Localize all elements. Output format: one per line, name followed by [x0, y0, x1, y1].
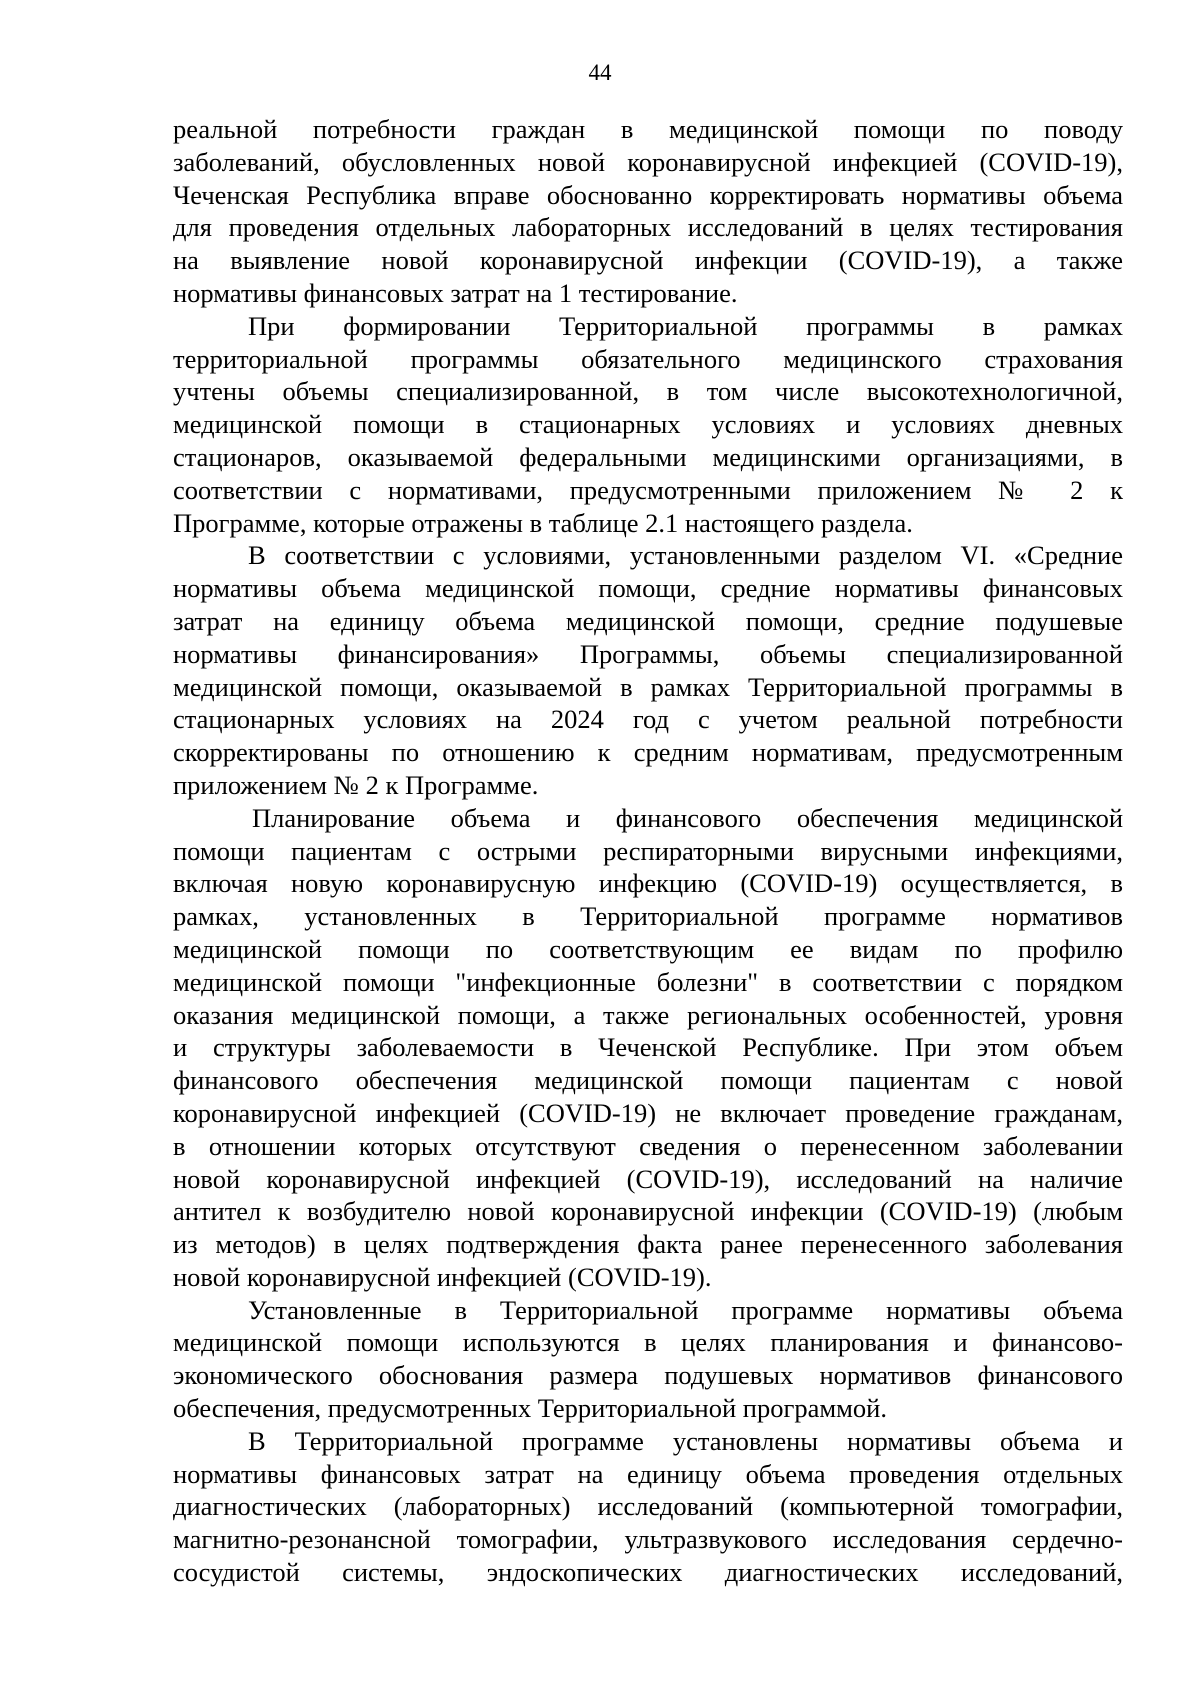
text-line: включая новую коронавирусную инфекцию (COVID-19) осуществляется, в — [173, 868, 1123, 899]
paragraph-covid-testing — [173, 113, 1123, 310]
text-line: Установленные в Территориальной программе нормативы объема — [248, 1294, 1123, 1325]
text-line: Планирование объема и финансового обеспечения медицинской — [252, 802, 1123, 833]
text-line: на выявление новой коронавирусной инфекции (COVID-19), а также — [173, 245, 1123, 276]
page-number: 44 — [588, 60, 612, 85]
text-line: территориальной программы обязательного медицинского страхования — [173, 343, 1123, 374]
document-body — [173, 113, 1123, 1589]
text-line: В Территориальной программе установлены нормативы объема и — [248, 1425, 1123, 1456]
text-line: оказания медицинской помощи, а также региональных особенностей, уровня — [173, 999, 1123, 1030]
paragraph-section-vi — [173, 539, 1123, 801]
text-line: медицинской помощи по соответствующим ее видам по профилю — [173, 933, 1123, 964]
text-line: коронавирусной инфекцией (COVID-19) не включает проведение гражданам, — [173, 1097, 1123, 1128]
text-line: Программе, которые отражены в таблице 2.1 настоящего раздела. — [173, 507, 913, 538]
text-line: В соответствии с условиями, установленными разделом VI. «Средние — [248, 540, 1123, 571]
text-line: и структуры заболеваемости в Чеченской Республике. При этом объем — [173, 1032, 1123, 1063]
paragraph-established-norms — [173, 1294, 1123, 1425]
text-line: реальной потребности граждан в медицинской помощи по поводу — [173, 114, 1123, 144]
text-line: рамках, установленных в Территориальной программе нормативов — [173, 901, 1123, 932]
text-line: учтены объемы специализированной, в том числе высокотехнологичной, — [173, 376, 1123, 407]
text-line: нормативы объема медицинской помощи, средние нормативы финансовых — [173, 573, 1123, 604]
text-line: скорректированы по отношению к средним нормативам, предусмотренным — [173, 737, 1123, 768]
text-line: финансового обеспечения медицинской помощи пациентам с новой — [173, 1065, 1123, 1096]
text-line: медицинской помощи "инфекционные болезни" в соответствии с порядком — [173, 966, 1123, 997]
text-line: стационарных условиях на 2024 год с учетом реальной потребности — [173, 704, 1123, 735]
text-line: нормативы финансовых затрат на 1 тестирование. — [173, 277, 738, 308]
text-line: обеспечения, предусмотренных Территориальной программой. — [173, 1393, 887, 1424]
paragraph-federal-organizations — [173, 310, 1123, 540]
text-line: затрат на единицу объема медицинской помощи, средние подушевые — [173, 605, 1123, 636]
text-line: сосудистой системы, эндоскопических диагностических исследований, — [173, 1557, 1123, 1588]
text-line: стационаров, оказываемой федеральными медицинскими организациями, в — [173, 441, 1123, 472]
text-line: Чеченская Республика вправе обоснованно корректировать нормативы объема — [173, 179, 1123, 210]
text-line: помощи пациентам с острыми респираторными вирусными инфекциями, — [173, 835, 1123, 866]
text-line: диагностических (лабораторных) исследований (компьютерной томографии, — [173, 1491, 1123, 1522]
text-line: новой коронавирусной инфекцией (COVID-19), исследований на наличие — [173, 1163, 1123, 1194]
text-line: из методов) в целях подтверждения факта ранее перенесенного заболевания — [173, 1229, 1123, 1260]
text-line: для проведения отдельных лабораторных исследований в целях тестирования — [173, 212, 1123, 243]
text-line: медицинской помощи используются в целях планирования и финансово- — [173, 1327, 1123, 1358]
text-line: в отношении которых отсутствуют сведения о перенесенном заболевании — [173, 1130, 1123, 1161]
text-line: магнитно-резонансной томографии, ультразвукового исследования сердечно- — [173, 1524, 1123, 1555]
text-line: медицинской помощи в стационарных условиях и условиях дневных — [173, 409, 1123, 440]
text-line: приложением № 2 к Программе. — [173, 769, 539, 800]
text-line: антител к возбудителю новой коронавирусной инфекции (COVID-19) (любым — [173, 1196, 1123, 1227]
text-line: При формировании Территориальной программы в рамках — [248, 310, 1123, 341]
paragraph-diagnostic-studies — [173, 1425, 1123, 1589]
text-line: заболеваний, обусловленных новой коронавирусной инфекцией (COVID-19), — [173, 146, 1123, 177]
text-line: экономического обоснования размера подушевых нормативов финансового — [173, 1360, 1123, 1391]
text-line: медицинской помощи, оказываемой в рамках Территориальной программы в — [173, 671, 1123, 702]
text-line: новой коронавирусной инфекцией (COVID-19). — [173, 1261, 712, 1292]
text-line: нормативы финансовых затрат на единицу объема проведения отдельных — [173, 1458, 1123, 1489]
text-line: соответствии с нормативами, предусмотренными приложением № 2 к — [173, 474, 1123, 505]
paragraph-planning-respiratory — [173, 802, 1123, 1294]
text-line: нормативы финансирования» Программы, объемы специализированной — [173, 638, 1123, 669]
